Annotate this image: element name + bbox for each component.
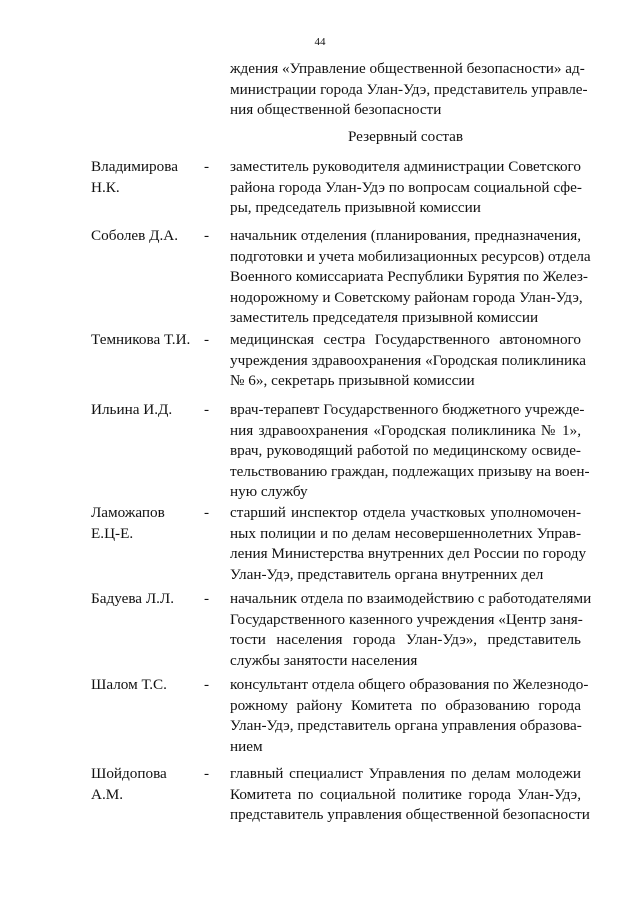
member-name — [91, 400, 201, 421]
member-name-line: Владимирова — [91, 158, 178, 175]
member-role-line: врач-терапевт Государственного бюджетного учрежде- — [230, 401, 585, 418]
member-name — [91, 503, 201, 544]
member-role — [230, 675, 589, 757]
member-role-line: нодорожному и Советскому районам города Улан-Удэ, — [230, 288, 583, 306]
member-role-line: рожному району Комитета по образованию города — [230, 696, 581, 714]
section-title: Резервный состав — [347, 128, 464, 145]
member-dash: - — [204, 401, 210, 418]
member-dash: - — [204, 158, 210, 175]
member-role — [230, 330, 587, 392]
member-name-line: Шалом Т.С. — [91, 676, 167, 693]
member-name-line: Е.Ц-Е. — [91, 524, 134, 542]
member-role-line: № 6», секретарь призывной комиссии — [230, 372, 475, 390]
member-role-line: старший инспектор отдела участковых уполномочен- — [230, 504, 581, 521]
member-dash: - — [204, 765, 210, 782]
member-name — [91, 226, 201, 247]
member-dash: - — [204, 227, 210, 244]
member-name-line: А.М. — [91, 785, 124, 803]
member-role-line: Комитета по социальной политике города Улан-Удэ, — [230, 785, 581, 803]
intro-line: ждения «Управление общественной безопасности» ад- — [230, 60, 585, 77]
member-role-line: нием — [230, 737, 263, 755]
member-dash: - — [204, 504, 210, 521]
member-name — [91, 330, 201, 351]
member-role-line: заместитель председателя призывной комиссии — [230, 309, 539, 327]
member-dash: - — [204, 331, 210, 348]
member-role — [230, 157, 581, 219]
member-role-line: ры, председатель призывной комиссии — [230, 199, 481, 217]
member-role — [230, 589, 592, 671]
member-role-line: медицинская сестра Государственного автономного — [230, 331, 581, 348]
intro-line: ния общественной безопасности — [230, 101, 442, 119]
member-dash: - — [204, 590, 210, 607]
member-role-line: заместитель руководителя администрации Советского — [230, 158, 581, 175]
member-name-line: Темникова Т.И. — [91, 331, 191, 348]
member-role-line: подготовки и учета мобилизационных ресурсов) отдела — [230, 247, 591, 265]
member-role-line: врач, руководящий работой по медицинскому освиде- — [230, 442, 581, 460]
member-role-line: главный специалист Управления по делам молодежи — [230, 765, 581, 782]
member-role-line: службы занятости населения — [230, 651, 418, 669]
member-name — [91, 589, 201, 610]
member-role-line: ления Министерства внутренних дел России по городу — [230, 545, 587, 563]
member-role-line: Военного комиссариата Республики Бурятия по Желез- — [230, 268, 588, 286]
member-role — [230, 764, 590, 826]
intro-line: министрации города Улан-Удэ, представитель управле- — [230, 80, 588, 98]
member-role-line: Улан-Удэ, представитель органа внутренних дел — [230, 565, 544, 583]
member-role-line: Улан-Удэ, представитель органа управления образова- — [230, 717, 582, 735]
member-name-line: Бадуева Л.Л. — [91, 590, 175, 607]
member-name-line: Н.К. — [91, 178, 120, 196]
member-role-line: тости населения города Улан-Удэ», представитель — [230, 631, 581, 649]
member-role-line: ных полиции и по делам несовершеннолетних Управ- — [230, 524, 581, 542]
member-name — [91, 157, 201, 198]
member-role-line: консультант отдела общего образования по Железнодо- — [230, 676, 589, 693]
member-name-line: Соболев Д.А. — [91, 227, 179, 244]
member-name — [91, 675, 201, 696]
member-role-line: района города Улан-Удэ по вопросам социальной сфе- — [230, 178, 582, 196]
page-number: 44 — [314, 36, 326, 48]
member-role-line: ния здравоохранения «Городская поликлиника № 1», — [230, 421, 581, 439]
member-name-line: Шойдопова — [91, 765, 167, 782]
intro-paragraph — [230, 59, 588, 121]
member-role-line: тельствованию граждан, подлежащих призыву на воен- — [230, 462, 590, 480]
member-role — [230, 400, 590, 503]
member-role-line: начальник отдела по взаимодействию с работодателями — [230, 590, 592, 607]
member-name-line: Ильина И.Д. — [91, 401, 173, 418]
member-role-line: представитель управления общественной безопасности — [230, 806, 590, 824]
member-name-line: Ламожапов — [91, 504, 165, 521]
member-name — [91, 764, 201, 805]
member-role — [230, 503, 587, 585]
member-role-line: ную службу — [230, 483, 308, 501]
member-role-line: Государственного казенного учреждения «Центр заня- — [230, 610, 583, 628]
member-dash: - — [204, 676, 210, 693]
member-role — [230, 226, 591, 329]
member-role-line: начальник отделения (планирования, предназначения, — [230, 227, 581, 244]
member-role-line: учреждения здравоохранения «Городская поликлиника — [230, 351, 587, 369]
